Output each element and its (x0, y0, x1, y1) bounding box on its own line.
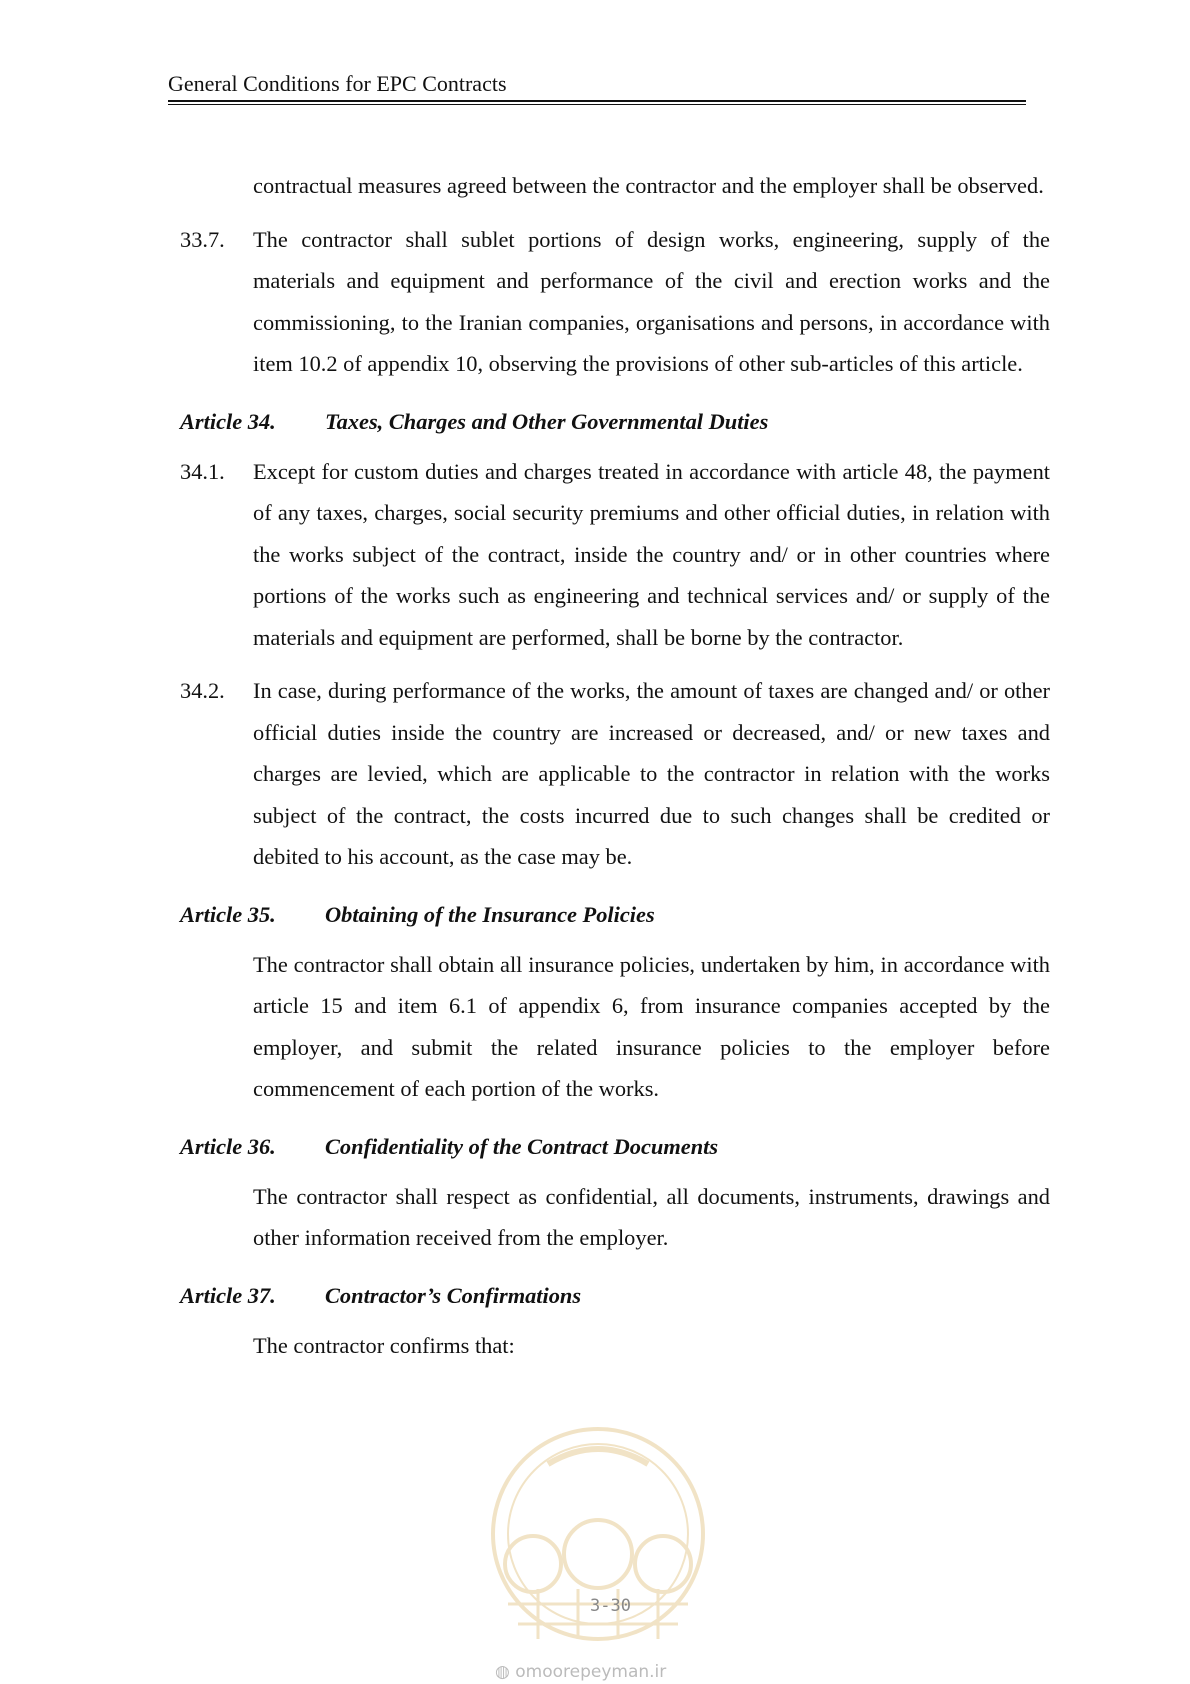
article-34-heading (180, 407, 1050, 437)
clause-34-2 (180, 670, 1050, 878)
watermark-site (495, 1662, 666, 1682)
document-body (180, 165, 1050, 1366)
article-36-heading (180, 1132, 1050, 1162)
article-number: Article 34. (180, 408, 276, 434)
clause-text: In case, during performance of the works, the amount of taxes are changed and/ or other official duties inside the country are increased or decreased, and/ or new taxes and charges are levied, which are applicable to the contractor in relation with the works subject of the contract, the costs incurred due to such changes shall be credited or debited to his account, as the case may be. (253, 678, 1050, 869)
intro-paragraph: contractual measures agreed between the contractor and the employer shall be observed. (253, 173, 1044, 198)
clause-number: 34.2. (180, 678, 225, 703)
article-title: Contractor’s Confirmations (325, 1282, 582, 1308)
clause-text: Except for custom duties and charges treated in accordance with article 48, the payment of any taxes, charges, social security premiums and other official duties, in relation with the works subject of the contract, inside the country and/ or in other countries where portions of the works such as engineering and technical services and/ or supply of the materials and equipment are performed, shall be borne by the contractor. (253, 458, 1050, 650)
globe-icon: ◍ (495, 1662, 510, 1682)
article-number: Article 37. (180, 1282, 276, 1308)
article-37-text: The contractor confirms that: (253, 1332, 515, 1358)
page-number: 3-30 (590, 1596, 631, 1616)
clause-text: The contractor shall sublet portions of design works, engineering, supply of the materials and equipment and performance of the civil and erection works and the commissioning, to the Iranian companies, organisations and persons, in accordance with item 10.2 of appendix 10, observing the provisions of other sub-articles of this article. (253, 226, 1050, 376)
article-title: Taxes, Charges and Other Governmental Duties (325, 408, 769, 434)
page-header: General Conditions for EPC Contracts (168, 71, 507, 96)
article-title: Obtaining of the Insurance Policies (325, 901, 655, 927)
article-number: Article 36. (180, 1133, 276, 1159)
header-rule-thin (168, 104, 1026, 105)
article-title: Confidentiality of the Contract Documents (325, 1133, 719, 1159)
clause-34-1 (180, 451, 1050, 659)
article-36-text: The contractor shall respect as confidential, all documents, instruments, drawings and other information received from the employer. (253, 1183, 1050, 1250)
article-37-heading (180, 1281, 1050, 1311)
article-number: Article 35. (180, 901, 276, 927)
header-rule-thick (168, 100, 1026, 102)
article-35-heading (180, 900, 1050, 930)
article-35-text: The contractor shall obtain all insurance policies, undertaken by him, in accordance with article 15 and item 6.1 of appendix 6, from insurance companies accepted by the employer, and submit the related insurance policies to the employer before commencement of each portion of the works. (253, 951, 1050, 1101)
clause-number: 34.1. (180, 458, 225, 484)
clause-number: 33.7. (180, 226, 225, 252)
watermark-site-text: omoorepeyman.ir (515, 1662, 667, 1682)
clause-33-7 (180, 219, 1050, 385)
seal-icon (478, 1424, 718, 1654)
